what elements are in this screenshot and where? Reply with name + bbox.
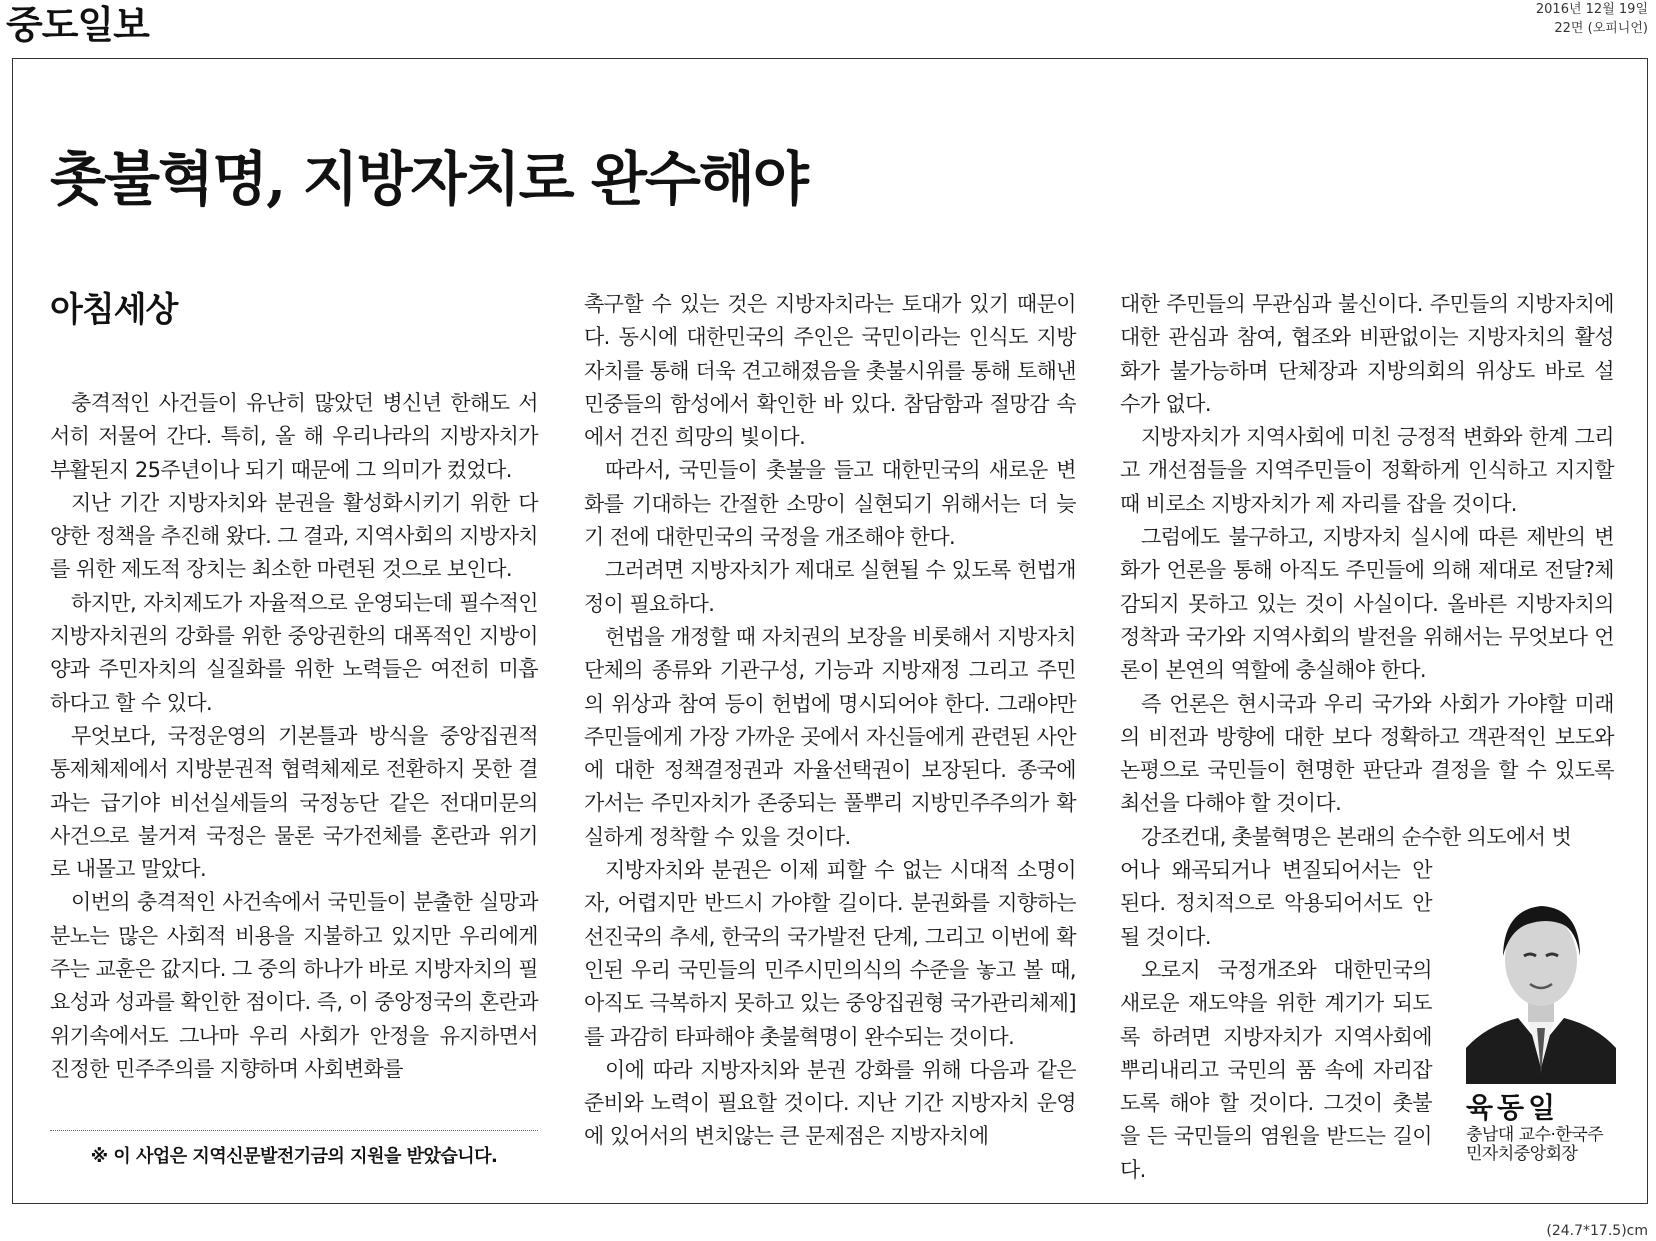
paragraph: 따라서, 국민들이 촛불을 들고 대한민국의 새로운 변화를 기대하는 간절한 소망이 실현되기 위해서는 더 늦기 전에 대한민국의 국정을 개조해야 한다.: [584, 458, 1076, 550]
support-note: ※ 이 사업은 지역신문발전기금의 지원을 받았습니다.: [90, 1146, 498, 1167]
publication-info: [1536, 0, 1648, 38]
paragraph-continued: 어나 왜곡되거나 변질되어서는 안된다. 정치적으로 악용되어서도 안될 것이다.: [1120, 858, 1432, 949]
paragraph: 오로지 국정개조와 대한민국의 새로운 재도약을 위한 계기가 되도록 하려면 지방자치가 지역사회에 뿌리내리고 국민의 품 속에 자리잡도록 해야 할 것이다. 그것이 촛불을 든 국민들의 염원을 받드는 길이다.: [1120, 957, 1432, 1182]
publication-date: 2016년 12월 19일: [1535, 2, 1648, 17]
paragraph: 하지만, 자치제도가 자율적으로 운영되는데 필수적인 지방자치권의 강화를 위한 중앙권한의 대폭적인 지방이양과 주민자치의 실질화를 위한 노력들은 여전히 미흡하다고 할 수 있다.: [50, 590, 538, 715]
paragraph: 그러려면 지방자치가 제대로 실현될 수 있도록 헌법개정이 필요하다.: [584, 558, 1076, 616]
newspaper-masthead: 중도일보: [6, 2, 149, 47]
paragraph: 이에 따라 지방자치와 분권 강화를 위해 다음과 같은 준비와 노력이 필요할 것이다. 지난 기간 지방자치 운영에 있어서의 변치않는 큰 문제점은 지방자치에: [584, 1057, 1076, 1149]
paragraph: 충격적인 사건들이 유난히 많았던 병신년 한해도 서서히 저물어 간다. 특히, 올 해 우리나라의 지방자치가 부활된지 25주년이나 되기 때문에 그 의미가 컸었다.: [50, 391, 538, 482]
article-dimensions: (24.7*17.5)cm: [1546, 1223, 1648, 1239]
article-column-1: [50, 387, 538, 1086]
paragraph: 헌법을 개정할 때 자치권의 보장을 비롯해서 지방자치단체의 종류와 기관구성, 기능과 지방재정 그리고 주민의 위상과 참여 등이 헌법에 명시되어야 한다. 그래야만 주민들에게 가장 가까운 곳에서 자신들에게 관련된 사안에 대한 정책결정권과 자율선택권이 보장된다. 종국에 가서는 주민자치가 존중되는 풀뿌리 지방민주주의가 확실하게 정착할 수 있을 것이다.: [584, 624, 1076, 849]
column-section-title: 아침세상: [50, 290, 178, 330]
paragraph: 이번의 충격적인 사건속에서 국민들이 분출한 실망과 분노는 많은 사회적 비용을 지불하고 있지만 우리에게 주는 교훈은 값지다. 그 중의 하나가 바로 지방자치의 필요성과 성과를 확인한 점이다. 즉, 이 중앙정국의 혼란과 위기속에서도 그나마 우리 사회가 안정을 유지하면서 진정한 민주주의를 지향하며 사회변화를: [50, 890, 538, 1081]
article-headline: 촛불혁명, 지방자치로 완수해야: [50, 145, 807, 213]
dotted-divider: [50, 1130, 538, 1131]
author-photo: [1466, 878, 1616, 1084]
paragraph: 무엇보다, 국정운영의 기본틀과 방식을 중앙집권적 통제체제에서 지방분권적 협력체제로 전환하지 못한 결과는 급기야 비선실세들의 국정농단 같은 전대미문의 사건으로 불거져 국정은 물론 국가전체를 혼란과 위기로 내몰고 말았다.: [50, 723, 538, 882]
article-column-2: [584, 288, 1076, 1154]
narrow-text-block: [1120, 854, 1432, 1187]
paragraph-continued: 대한 주민들의 무관심과 불신이다. 주민들의 지방자치에 대한 관심과 참여, 협조와 비판없이는 지방자치의 활성화가 불가능하며 단체장과 지방의회의 위상도 바로 설 수가 없다.: [1120, 292, 1614, 416]
paragraph: 그럼에도 불구하고, 지방자치 실시에 따른 제반의 변화가 언론을 통해 아직도 주민들에 의해 제대로 전달?체감되지 못하고 있는 것이 사실이다. 올바른 지방자치의 정착과 국가와 지역사회의 발전을 위해서는 무엇보다 언론이 본연의 역할에 충실해야 한다.: [1120, 525, 1614, 683]
author-affiliation: 충남대 교수·한국주민자치중앙회장: [1466, 1125, 1604, 1164]
author-name: 육동일: [1466, 1091, 1560, 1124]
author-portrait-image: [1466, 878, 1616, 1084]
paragraph: 즉 언론은 현시국과 우리 국가와 사회가 가야할 미래의 비전과 방향에 대한 보다 정확하고 객관적인 보도와 논평으로 국민들이 현명한 판단과 결정을 할 수 있도록 최선을 다해야 할 것이다.: [1120, 691, 1614, 816]
paragraph: 지난 기간 지방자치와 분권을 활성화시키기 위한 다양한 정책을 추진해 왔다. 그 결과, 지역사회의 지방자치를 위한 제도적 장치는 최소한 마련된 것으로 보인다.: [50, 490, 538, 582]
paragraph: 강조컨대, 촛불혁명은 본래의 순수한 의도에서 벗: [1141, 824, 1572, 849]
page-section: 22면 (오피니언): [1554, 21, 1648, 36]
paragraph: 지방자치가 지역사회에 미친 긍정적 변화와 한계 그리고 개선점들을 지역주민들이 정확하게 인식하고 지지할 때 비로소 지방자치가 제 자리를 잡을 것이다.: [1120, 425, 1614, 516]
paragraph: 지방자치와 분권은 이제 피할 수 없는 시대적 소명이자, 어렵지만 반드시 가야할 길이다. 분권화를 지향하는 선진국의 추세, 한국의 국가발전 단계, 그리고 이번에 확인된 우리 국민들의 민주시민의식의 수준을 놓고 볼 때, 아직도 극복하지 못하고 있는 중앙집권형 국가관리체제]를 과감히 타파해야 촛불혁명이 완수되는 것이다.: [584, 858, 1076, 1049]
paragraph-continued: 촉구할 수 있는 것은 지방자치라는 토대가 있기 때문이다. 동시에 대한민국의 주인은 국민이라는 인식도 지방자치를 통해 더욱 견고해졌음을 촛불시위를 통해 토해낸 민중들의 함성에서 확인한 바 있다. 참담함과 절망감 속에서 건진 희망의 빛이다.: [584, 292, 1076, 450]
